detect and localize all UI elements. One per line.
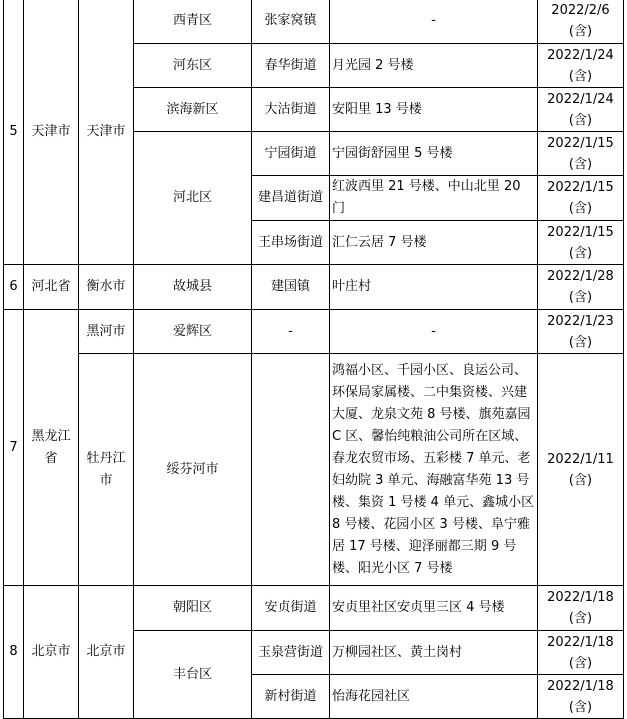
address-cell: 红波西里 21 号楼、中山北里 20 门 xyxy=(330,176,538,221)
district-cell: 西青区 xyxy=(134,0,252,44)
date-note: (含) xyxy=(568,156,593,172)
date-cell xyxy=(538,221,624,265)
street-cell: 玉泉营街道 xyxy=(252,631,330,675)
address-cell: - xyxy=(330,0,538,44)
index-cell: 6 xyxy=(4,265,24,310)
date-cell xyxy=(538,310,624,354)
district-cell: 故城县 xyxy=(134,265,252,310)
date-note: (含) xyxy=(568,655,593,671)
index-cell: 8 xyxy=(4,586,24,719)
province-cell: 天津市 xyxy=(24,0,79,265)
address-cell: 月光园 2 号楼 xyxy=(330,44,538,88)
address-cell: - xyxy=(330,310,538,354)
date-cell xyxy=(538,88,624,132)
district-cell: 爱辉区 xyxy=(134,310,252,354)
date-text: 2022/2/6 xyxy=(551,3,610,18)
street-cell: 王串场街道 xyxy=(252,221,330,265)
date-text: 2022/1/11 xyxy=(547,451,614,467)
date-cell xyxy=(538,132,624,176)
risk-area-table xyxy=(3,0,624,719)
province-cell: 北京市 xyxy=(24,586,79,719)
date-note: (含) xyxy=(568,472,593,488)
street-cell: 建昌道街道 xyxy=(252,176,330,221)
date-text: 2022/1/24 xyxy=(547,91,614,107)
city-cell: 衡水市 xyxy=(79,265,134,310)
date-cell xyxy=(538,0,624,44)
district-cell: 绥芬河市 xyxy=(134,354,252,586)
street-cell: 宁园街道 xyxy=(252,132,330,176)
index-cell: 7 xyxy=(4,310,24,586)
date-text: 2022/1/23 xyxy=(547,313,614,329)
date-text: 2022/1/24 xyxy=(547,47,614,63)
street-cell: - xyxy=(252,310,330,354)
district-cell: 滨海新区 xyxy=(134,88,252,132)
address-cell: 怡海花园社区 xyxy=(330,675,538,719)
street-cell: 春华街道 xyxy=(252,44,330,88)
address-cell: 安贞里社区安贞里三区 4 号楼 xyxy=(330,586,538,631)
table-row xyxy=(4,0,624,44)
date-text: 2022/1/28 xyxy=(547,269,614,284)
date-text: 2022/1/18 xyxy=(547,590,614,605)
street-cell: 建国镇 xyxy=(252,265,330,310)
date-text: 2022/1/18 xyxy=(547,678,614,694)
date-note: (含) xyxy=(568,611,593,626)
date-cell xyxy=(538,675,624,719)
street-cell: 新村街道 xyxy=(252,675,330,719)
district-cell: 丰台区 xyxy=(134,631,252,719)
date-note: (含) xyxy=(568,245,593,261)
city-cell: 牡丹江市 xyxy=(79,354,134,586)
date-note: (含) xyxy=(568,24,593,39)
date-cell xyxy=(538,265,624,310)
table-row xyxy=(4,310,624,354)
table-row xyxy=(4,265,624,310)
district-cell: 朝阳区 xyxy=(134,586,252,631)
address-cell: 宁园街舒园里 5 号楼 xyxy=(330,132,538,176)
date-cell xyxy=(538,586,624,631)
table-row xyxy=(4,354,624,586)
date-note: (含) xyxy=(568,201,593,216)
city-cell: 北京市 xyxy=(79,586,134,719)
table-row xyxy=(4,586,624,631)
city-cell: 黑河市 xyxy=(79,310,134,354)
date-text: 2022/1/15 xyxy=(547,135,614,151)
address-cell: 万柳园社区、黄土岗村 xyxy=(330,631,538,675)
date-text: 2022/1/15 xyxy=(547,224,614,240)
date-cell xyxy=(538,44,624,88)
city-cell: 天津市 xyxy=(79,0,134,265)
address-cell: 叶庄村 xyxy=(330,265,538,310)
date-text: 2022/1/15 xyxy=(547,180,614,195)
index-cell: 5 xyxy=(4,0,24,265)
district-cell: 河北区 xyxy=(134,132,252,265)
address-cell: 鸿福小区、千园小区、良运公司、环保局家属楼、二中集资楼、兴建大厦、龙泉文苑 8 号楼、旗苑嘉园 C 区、馨怡纯粮油公司所在区域、春龙农贸市场、五彩楼 7 单元、老妇幼院 3 单元、海融富华苑 13 号楼、集资 1 号楼 4 单元、鑫城小区 8 号楼、花园小区 3 号楼、阜宁雅居 17 号楼、迎泽丽都三期 9 号楼、阳光小区 7 号楼 xyxy=(330,354,538,586)
date-note: (含) xyxy=(568,334,593,350)
province-cell: 黑龙江省 xyxy=(24,310,79,586)
street-cell: 安贞街道 xyxy=(252,586,330,631)
street-cell: 大沽街道 xyxy=(252,88,330,132)
date-note: (含) xyxy=(568,290,593,305)
street-cell xyxy=(252,354,330,586)
date-cell xyxy=(538,176,624,221)
district-cell: 河东区 xyxy=(134,44,252,88)
province-cell: 河北省 xyxy=(24,265,79,310)
date-cell xyxy=(538,354,624,586)
date-note: (含) xyxy=(568,112,593,128)
date-cell xyxy=(538,631,624,675)
date-note: (含) xyxy=(568,68,593,84)
street-cell: 张家窝镇 xyxy=(252,0,330,44)
address-cell: 汇仁云居 7 号楼 xyxy=(330,221,538,265)
date-note: (含) xyxy=(568,699,593,715)
address-cell: 安阳里 13 号楼 xyxy=(330,88,538,132)
date-text: 2022/1/18 xyxy=(547,634,614,650)
